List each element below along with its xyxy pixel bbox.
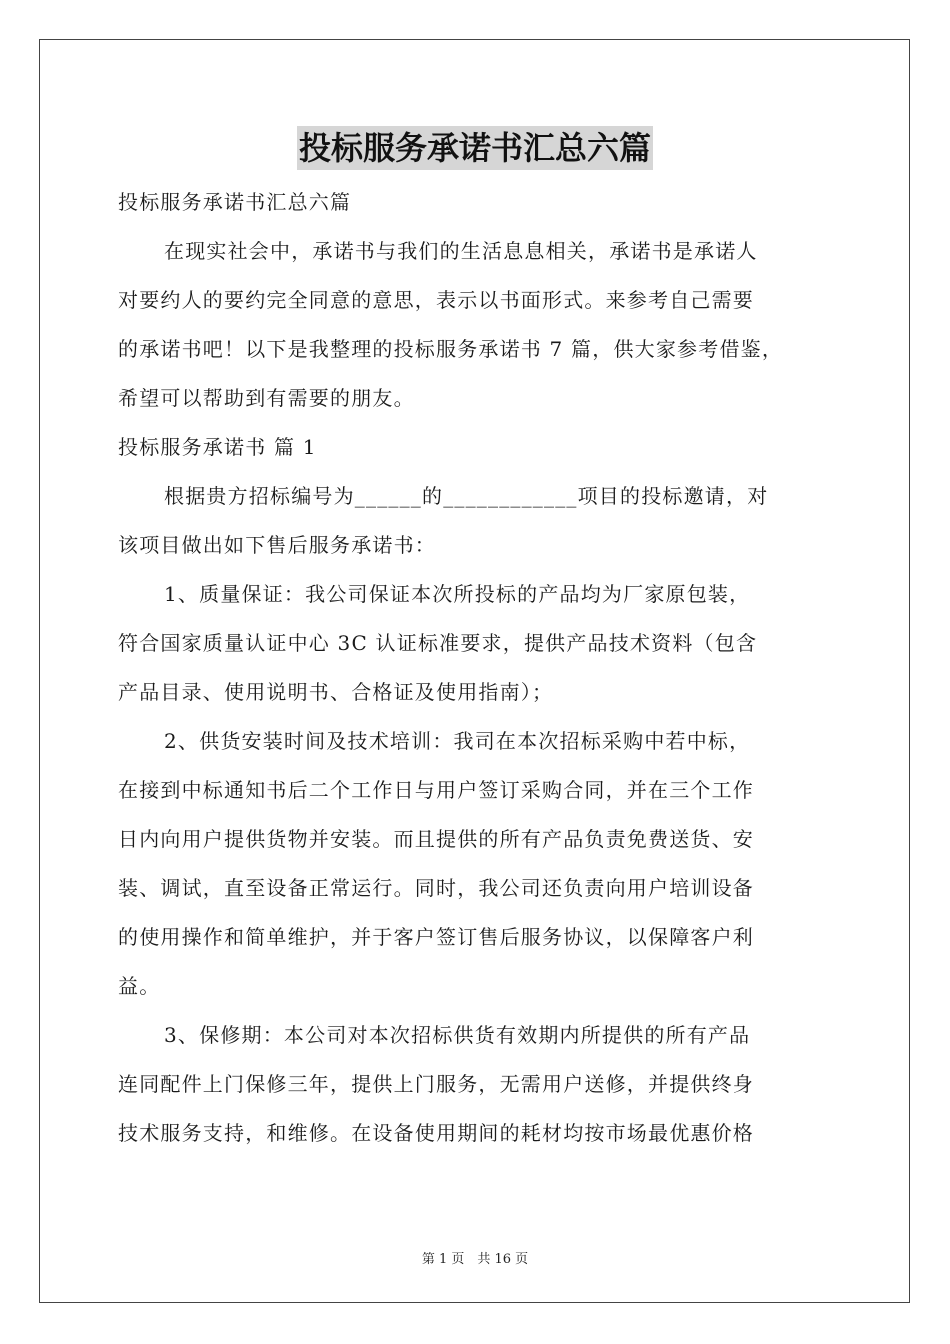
text-line: 对要约人的要约完全同意的意思，表示以书面形式。来参考自己需要 — [118, 288, 754, 312]
text-line: 在接到中标通知书后二个工作日与用户签订采购合同，并在三个工作 — [118, 778, 754, 802]
text-line: 技术服务支持，和维修。在设备使用期间的耗材均按市场最优惠价格 — [118, 1121, 754, 1145]
text-line: 2、供货安装时间及技术培训：我司在本次招标采购中若中标， — [164, 729, 751, 753]
text-line: 3、保修期：本公司对本次招标供货有效期内所提供的所有产品 — [164, 1023, 751, 1047]
text-line: 该项目做出如下售后服务承诺书： — [118, 533, 436, 557]
text-line: 根据贵方招标编号为______的____________项目的投标邀请，对 — [164, 484, 769, 508]
text-line: 的使用操作和简单维护，并于客户签订售后服务协议，以保障客户利 — [118, 925, 754, 949]
document-title: 投标服务承诺书汇总六篇 — [297, 126, 653, 170]
text-line: 符合国家质量认证中心 3C 认证标准要求，提供产品技术资料（包含 — [118, 631, 758, 655]
text-line: 的承诺书吧！以下是我整理的投标服务承诺书 7 篇，供大家参考借鉴， — [118, 337, 784, 361]
text-line: 在现实社会中，承诺书与我们的生活息息相关，承诺书是承诺人 — [164, 239, 758, 263]
text-line: 连同配件上门保修三年，提供上门服务，无需用户送修，并提供终身 — [118, 1072, 754, 1096]
text-line: 日内向用户提供货物并安装。而且提供的所有产品负责免费送货、安 — [118, 827, 754, 851]
page-footer: 第 1 页 共 16 页 — [421, 1252, 529, 1267]
text-line: 装、调试，直至设备正常运行。同时，我公司还负责向用户培训设备 — [118, 876, 754, 900]
text-line: 1、质量保证：我公司保证本次所投标的产品均为厂家原包装， — [164, 582, 751, 606]
text-line: 产品目录、使用说明书、合格证及使用指南）； — [118, 680, 554, 704]
text-line: 投标服务承诺书 篇 1 — [118, 435, 317, 459]
text-line: 希望可以帮助到有需要的朋友。 — [118, 386, 415, 410]
title-container — [0, 126, 950, 170]
document-body — [118, 178, 838, 1158]
text-line: 投标服务承诺书汇总六篇 — [118, 190, 352, 214]
text-line: 益。 — [118, 974, 161, 998]
